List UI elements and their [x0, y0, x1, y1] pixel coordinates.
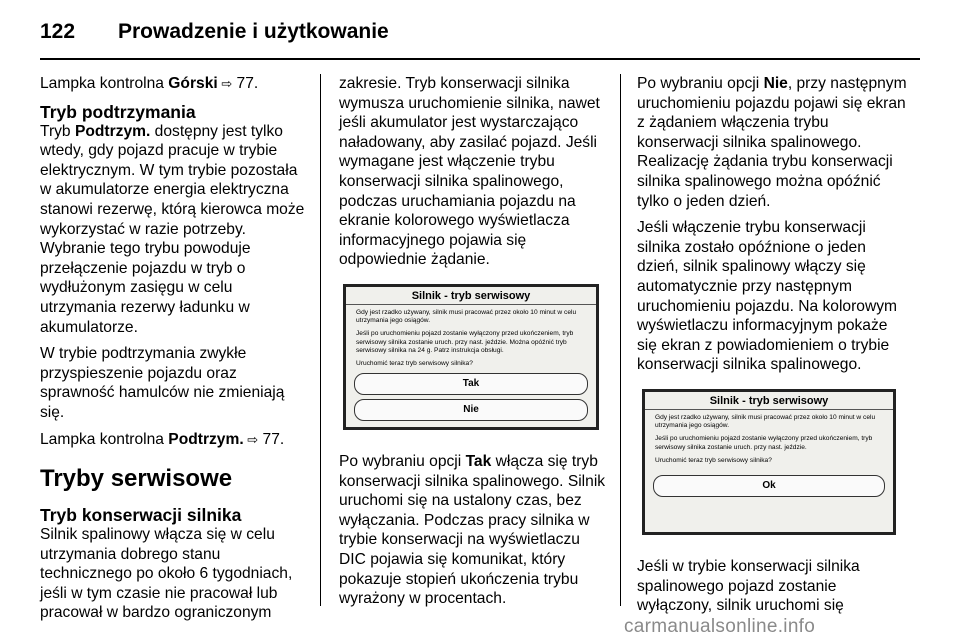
paragraph: Jeśli włączenie trybu konserwacji silnika zostało opóźnione o jeden dzień, silnik spalinowy włączy się automatycznie przy następnym uruchomieniu pojazdu. Na kolorowym wyświetlaczu informacyjnym pokaże się ekran z powiadomieniem o trybie konserwacji silnika spalinowego.	[637, 219, 898, 374]
page-ref-arrow-icon: ⇨	[243, 431, 259, 447]
paragraph: Lampka kontrolna Podtrzym. ⇨ 77.	[40, 430, 285, 448]
service-mode-screen-ok	[642, 389, 896, 535]
paragraph: Po wybraniu opcji Nie, przy następnym uruchomieniu pojazdu pojawi się ekran z żądaniem włączenia trybu konserwacji silnika spalinowego. Realizację żądania trybu konserwacji silnika spalinowego można opóźnić tylko o jeden dzień.	[637, 75, 907, 210]
paragraph: W trybie podtrzymania zwykłe przyspieszenie pojazdu oraz sprawność hamulców nie zmieniają się.	[40, 345, 285, 421]
term-nie: Nie	[763, 75, 788, 92]
paragraph: Jeśli w trybie konserwacji silnika spalinowego pojazd zostanie wyłączony, silnik uruchomi się	[637, 557, 860, 615]
ok-button[interactable]: Ok	[653, 475, 885, 497]
term-podtrzym: Podtrzym.	[168, 430, 244, 448]
paragraph: zakresie. Tryb konserwacji silnika wymusza uruchomienie silnika, nawet jeśli akumulator jest wystarczająco naładowany, aby zasilać pojazd. Jeśli wymagane jest włączenie trybu konserwacji silnika spalinowego, podczas uruchamiania pojazdu na ekranie kolorowego wyświetlacza informacyjnego pojawia się odpowiednie żądanie.	[339, 75, 600, 269]
paragraph: Lampka kontrolna Górski ⇨ 77.	[40, 75, 259, 92]
screen-text: Uruchomić teraz tryb serwisowy silnika?	[356, 359, 473, 367]
term-tak: Tak	[465, 452, 492, 470]
screen-title: Silnik - tryb serwisowy	[709, 394, 829, 407]
page-number: 122	[40, 20, 76, 43]
column-divider	[620, 74, 621, 606]
page-title: Prowadzenie i użytkowanie	[118, 20, 389, 43]
screen-text: Gdy jest rzadko używany, silnik musi pracować przez około 10 minut w celu utrzymania jego osiągów.	[655, 413, 876, 430]
header-divider	[40, 58, 920, 60]
screen-text: Gdy jest rzadko używany, silnik musi pracować przez około 10 minut w celu utrzymania jego osiągów.	[356, 308, 577, 325]
watermark: carmanualsonline.info	[624, 616, 816, 637]
column-1	[40, 74, 310, 630]
yes-button[interactable]: Tak	[354, 373, 588, 395]
chapter-heading: Tryby serwisowe	[40, 465, 233, 493]
page-ref[interactable]: 77.	[232, 75, 259, 92]
screen-text: Uruchomić teraz tryb serwisowy silnika?	[655, 456, 772, 464]
screen-divider	[645, 409, 893, 410]
paragraph: Silnik spalinowy włącza się w celu utrzymania dobrego stanu technicznego po około 6 tygodniach, jeśli w tym czasie nie pracował lub pracował w bardzo ograniczonym	[40, 526, 293, 622]
screen-text: Jeśli po uruchomieniu pojazd zostanie wyłączony przed ukończeniem, tryb serwisowy silnika zostanie uruch. przy nast. jeździe.	[655, 435, 873, 451]
paragraph: Tryb Podtrzym. dostępny jest tylko wtedy, gdy pojazd pracuje w trybie elektrycznym. W tym trybie pozostała w akumulatorze energia elektryczna stanowi rezerwę, którą kierowca może wykorzystać w razie potrzeby. Wybranie tego trybu powoduje przełączenie pojazdu w tryb o wydłużonym zasięgu w celu utrzymania rezerwy ładunku w akumulatorze.	[40, 122, 305, 336]
no-button[interactable]: Nie	[354, 399, 588, 421]
column-divider	[320, 74, 321, 606]
screen-title: Silnik - tryb serwisowy	[411, 289, 531, 302]
service-mode-screen-yes-no	[343, 284, 599, 430]
screen-divider	[346, 304, 596, 305]
page-header	[40, 14, 920, 54]
column-3	[637, 74, 907, 623]
term-podtrzym: Podtrzym.	[74, 122, 151, 140]
page-ref[interactable]: 77.	[258, 430, 285, 448]
screen-text: Jeśli po uruchomieniu pojazd zostanie wyłączony przed ukończeniem, tryb serwisowy silnika zostanie uruch. przy nast. jeździe. Można opóźnić tryb serwisowy silnika na 24 g. Patrz instrukcja obsługi.	[356, 330, 574, 354]
section-heading: Tryb podtrzymania	[40, 101, 196, 122]
term-gorski: Górski	[168, 75, 218, 92]
section-heading: Tryb konserwacji silnika	[40, 505, 242, 526]
column-2	[339, 74, 609, 616]
page-ref-arrow-icon: ⇨	[217, 76, 233, 91]
paragraph: Po wybraniu opcji Tak włącza się tryb konserwacji silnika spalinowego. Silnik uruchomi się na ustalony czas, bez wyłączania. Podczas pracy silnika w trybie konserwacji na wyświetlaczu DIC pojawia się komunikat, który pokazuje stopień ukończenia trybu wyrażony w procentach.	[339, 452, 606, 608]
